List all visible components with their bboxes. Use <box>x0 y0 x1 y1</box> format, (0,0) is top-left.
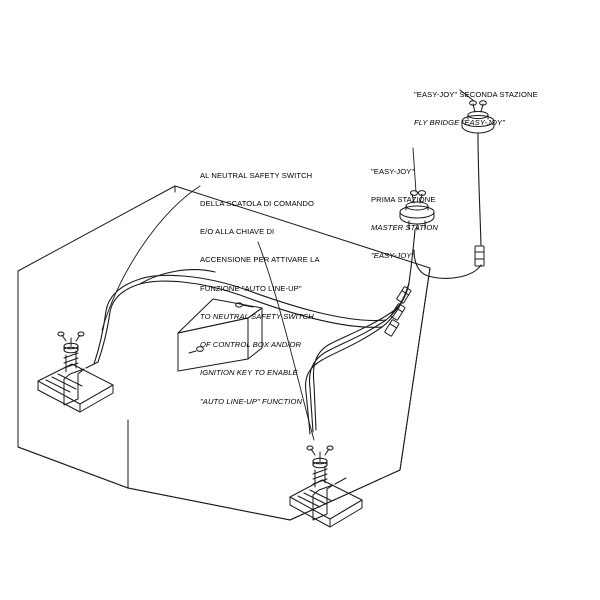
easy-joy-second-station-label <box>414 71 538 146</box>
note-line: ACCENSIONE PER ATTIVARE LA <box>200 255 320 265</box>
cable-connector-2 <box>397 286 412 303</box>
note-line: E/O ALLA CHIAVE DI <box>200 227 275 237</box>
note-line: DELLA SCATOLA DI COMANDO <box>200 199 314 209</box>
note-line: TO NEUTRAL SAFETY SWITCH <box>200 311 314 321</box>
cable-connector-1 <box>475 246 484 266</box>
cable-connector-4 <box>385 319 400 336</box>
easy-joy-master-station-label <box>371 148 438 280</box>
note-line: AL NEUTRAL SAFETY SWITCH <box>200 170 313 180</box>
label-line: "EASY-JOY" <box>371 251 415 261</box>
label-line: "EASY-JOY" <box>371 166 415 176</box>
note-line: IGNITION KEY TO ENABLE <box>200 368 298 378</box>
label-line: MASTER STATION <box>371 223 438 233</box>
note-line: FUNZIONE "AUTO LINE-UP" <box>200 283 302 293</box>
port-drive-unit <box>38 332 113 412</box>
neutral-safety-switch-note <box>200 152 320 425</box>
note-line: "AUTO LINE-UP" FUNCTION <box>200 396 303 406</box>
label-line: PRIMA STAZIONE <box>371 195 436 205</box>
note-line: OF CONTROL BOX AND/OR <box>200 340 302 350</box>
label-line: "EASY-JOY" SECONDA STAZIONE <box>414 89 538 99</box>
label-line: FLY BRIDGE "EASY-JOY" <box>414 118 505 128</box>
